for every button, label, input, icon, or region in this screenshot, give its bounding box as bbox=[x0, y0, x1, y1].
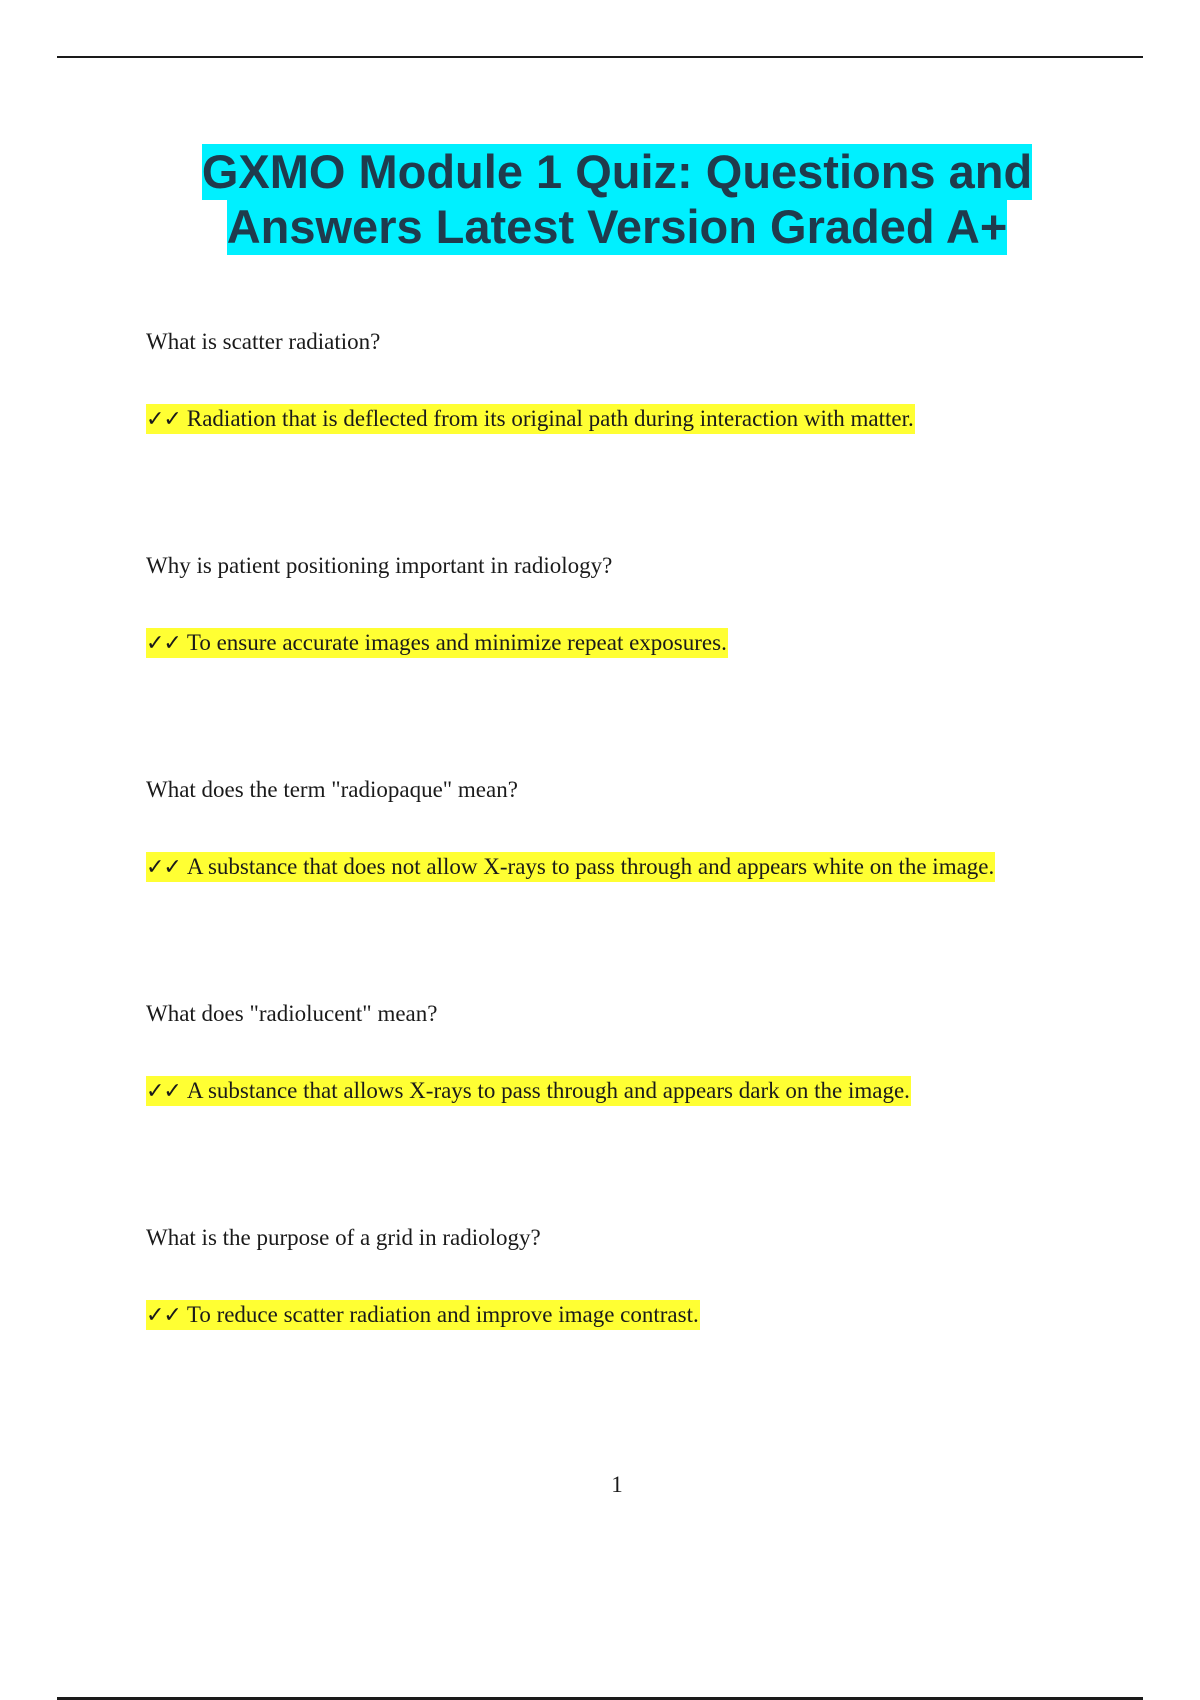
qa-item bbox=[146, 551, 1106, 656]
answer-label: A substance that allows X-rays to pass through and appears dark on the image. bbox=[186, 1078, 910, 1103]
answer-label: A substance that does not allow X-rays to pass through and appears white on the image. bbox=[186, 854, 995, 879]
double-check-icon: ✓✓ bbox=[146, 407, 181, 432]
qa-item bbox=[146, 327, 1106, 432]
answer-text bbox=[146, 404, 915, 435]
answer-text bbox=[146, 1300, 700, 1331]
qa-item bbox=[146, 999, 1106, 1104]
question-text: What does the term "radiopaque" mean? bbox=[146, 777, 518, 802]
answer-label: To ensure accurate images and minimize repeat exposures. bbox=[186, 630, 727, 655]
answer-text bbox=[146, 852, 995, 883]
top-rule bbox=[57, 56, 1143, 58]
double-check-icon: ✓✓ bbox=[146, 1303, 181, 1328]
qa-item bbox=[146, 1223, 1106, 1328]
answer-text bbox=[146, 1076, 911, 1107]
title-line-1: GXMO Module 1 Quiz: Questions and bbox=[201, 145, 1033, 198]
question-text: What is the purpose of a grid in radiology? bbox=[146, 1225, 541, 1250]
page-number: 1 bbox=[611, 1472, 623, 1497]
double-check-icon: ✓✓ bbox=[146, 855, 181, 880]
answer-text bbox=[146, 628, 728, 659]
question-text: What does "radiolucent" mean? bbox=[146, 1001, 438, 1026]
double-check-icon: ✓✓ bbox=[146, 1079, 181, 1104]
answer-label: Radiation that is deflected from its original path during interaction with matter. bbox=[186, 406, 914, 431]
title-line-2: Answers Latest Version Graded A+ bbox=[226, 200, 1008, 253]
question-text: What is scatter radiation? bbox=[146, 329, 381, 354]
answer-label: To reduce scatter radiation and improve image contrast. bbox=[186, 1302, 699, 1327]
question-text: Why is patient positioning important in radiology? bbox=[146, 553, 613, 578]
document-title bbox=[0, 144, 1200, 254]
double-check-icon: ✓✓ bbox=[146, 631, 181, 656]
qa-item bbox=[146, 775, 1106, 880]
